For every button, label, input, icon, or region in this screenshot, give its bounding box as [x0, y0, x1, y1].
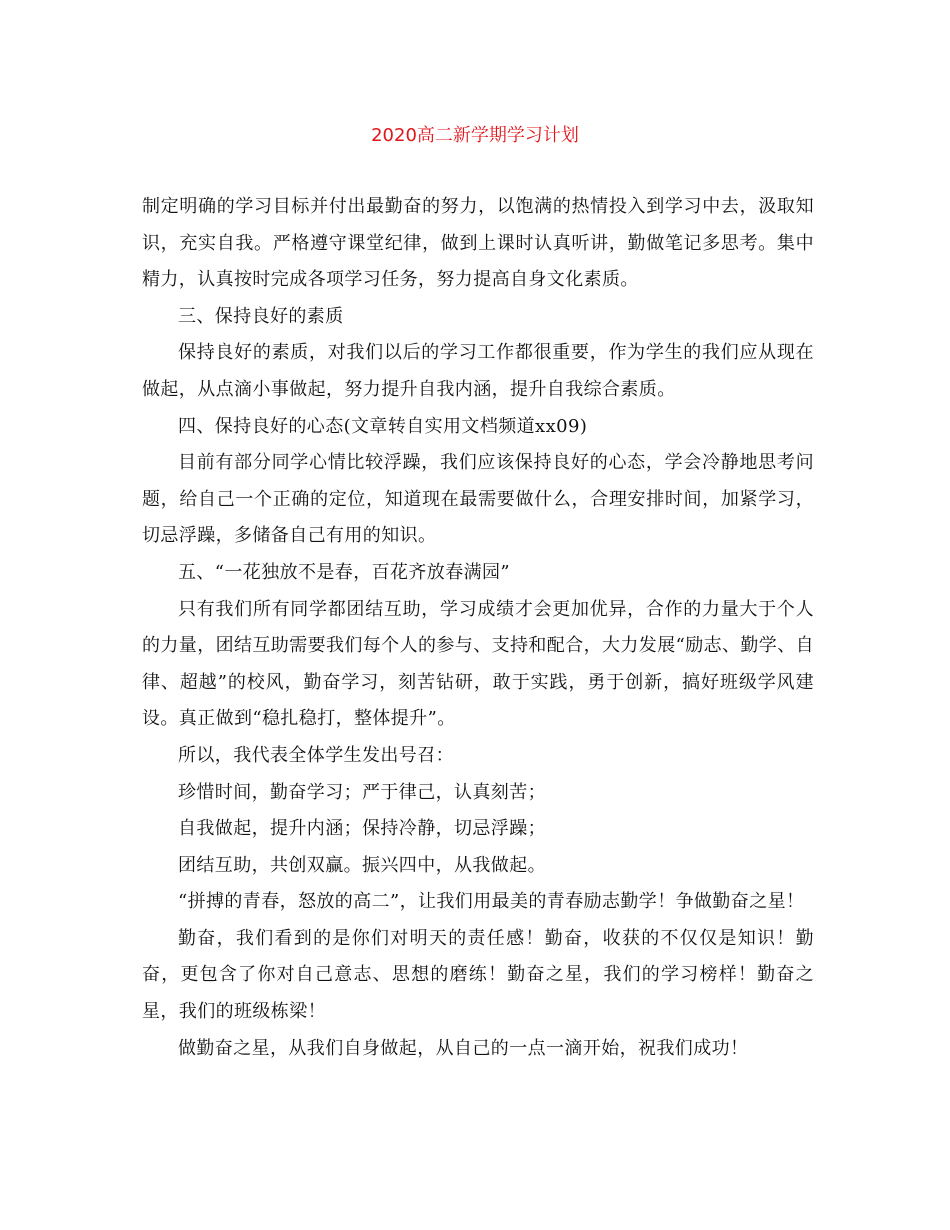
document-body — [142, 189, 814, 1067]
document-title: 2020高二新学期学习计划 — [371, 125, 579, 146]
paragraph-intro: 制定明确的学习目标并付出最勤奋的努力，以饱满的热情投入到学习中去，汲取知识，充实自我。严格遵守课堂纪律，做到上课时认真听讲，勤做笔记多思考。集中精力，认真按时完成各项学习任务，努力提高自身文化素质。 — [142, 196, 814, 291]
paragraph: 只有我们所有同学都团结互助，学习成绩才会更加优异，合作的力量大于个人的力量，团结互助需要我们每个人的参与、支持和配合，大力发展“励志、勤学、自律、超越”的校风，勤奋学习，刻苦钻研，敢于实践，勇于创新，搞好班级学风建设。真正做到“稳扎稳打，整体提升”。 — [142, 598, 814, 730]
section-heading-4: 四、保持良好的心态(文章转自实用文档频道xx09) — [178, 415, 588, 437]
paragraph: 所以，我代表全体学生发出号召： — [178, 744, 454, 766]
paragraph: “拼搏的青春，怒放的高二”，让我们用最美的青春励志勤学！争做勤奋之星！ — [178, 891, 805, 913]
paragraph: 勤奋，我们看到的是你们对明天的责任感！勤奋，收获的不仅仅是知识！勤奋，更包含了你对自己意志、思想的磨练！勤奋之星，我们的学习榜样！勤奋之星，我们的班级栋梁！ — [142, 927, 814, 1023]
slogan-line: 珍惜时间，勤奋学习；严于律己，认真刻苦； — [178, 781, 546, 803]
slogan-line: 自我做起，提升内涵；保持冷静，切忌浮躁； — [178, 818, 546, 840]
section-heading-3: 三、保持良好的素质 — [178, 305, 344, 327]
paragraph-closing: 做勤奋之星，从我们自身做起，从自己的一点一滴开始，祝我们成功！ — [178, 1037, 749, 1059]
slogan-line: 团结互助，共创双赢。振兴四中，从我做起。 — [178, 854, 546, 876]
paragraph: 保持良好的素质，对我们以后的学习工作都很重要，作为学生的我们应从现在做起，从点滴小事做起，努力提升自我内涵，提升自我综合素质。 — [142, 342, 814, 400]
section-heading-5: 五、“一花独放不是春，百花齐放春满园” — [178, 561, 511, 583]
paragraph: 目前有部分同学心情比较浮躁，我们应该保持良好的心态，学会冷静地思考问题，给自己一个正确的定位，知道现在最需要做什么，合理安排时间，加紧学习，切忌浮躁，多储备自己有用的知识。 — [142, 452, 814, 547]
